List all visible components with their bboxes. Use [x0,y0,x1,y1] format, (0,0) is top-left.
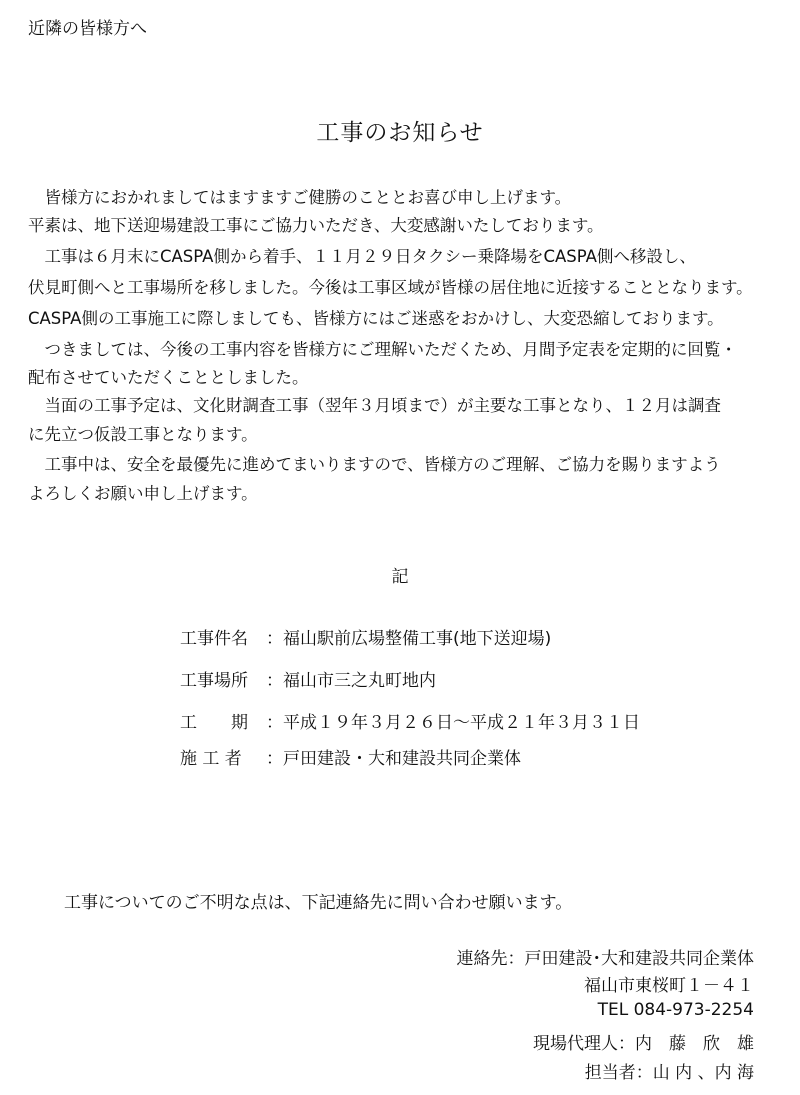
ki-heading: 記 [391,567,409,587]
detail-value: ：戸田建設・大和建設共同企業体 [266,749,521,769]
body-line: 配布させていただくこととしました。 [28,368,309,387]
detail-row-project-name [180,624,551,649]
detail-row-contractor [180,744,521,769]
detail-row-location [180,666,436,691]
body-line: 伏見町側へと工事場所を移しました。今後は工事区域が皆様の居住地に近接することとなります。 [28,278,753,297]
body-line: 工事中は、安全を最優先に進めてまいりますので、皆様方のご理解、ご協力を賜りますよう [28,455,721,474]
contact-phone: TEL 084-973-2254 [597,1000,754,1020]
detail-label: 施 工 者 [180,749,242,769]
detail-label: 工事場所 [180,671,248,691]
detail-value: ：福山駅前広場整備工事(地下送迎場) [266,629,552,649]
addressee: 近隣の皆様方へ [28,19,147,39]
body-line: 当面の工事予定は、文化財調査工事（翌年３月頃まで）が主要な工事となり、１２月は調査 [28,396,721,415]
body-line: つきましては、今後の工事内容を皆様方にご理解いただくため、月間予定表を定期的に回覧・ [28,340,737,359]
detail-label: 工事件名 [180,629,248,649]
body-line: 平素は、地下送迎場建設工事にご協力いただき、大変感謝いたしております。 [28,216,604,235]
body-line: 工事は６月末にCASPA側から着手、１１月２９日タクシー乗降場をCASPA側へ移設し、 [28,247,696,266]
contact-line: 連絡先：戸田建設･大和建設共同企業体 [456,949,754,969]
detail-value: ：福山市三之丸町地内 [266,671,436,691]
body-line: CASPA側の工事施工に際しましても、皆様方にはご迷惑をおかけし、大変恐縮しております。 [28,309,724,328]
contact-site-agent: 現場代理人：内 藤 欣 雄 [533,1034,754,1054]
detail-row-period [180,708,640,733]
contact-address: 福山市東桜町１－４１ [584,976,754,996]
contact-person: 担当者：山 内 、内 海 [584,1063,754,1083]
detail-label: 工 期 [180,713,248,733]
notice-title: 工事のお知らせ [316,120,484,146]
inquiry-note: 工事についてのご不明な点は、下記連絡先に問い合わせ願います。 [64,893,573,913]
detail-value: ：平成１９年３月２６日～平成２１年３月３１日 [266,713,640,733]
body-line: に先立つ仮設工事となります。 [28,425,258,444]
body-line: 皆様方におかれましてはますますご健勝のこととお喜び申し上げます。 [28,188,572,207]
body-line: よろしくお願い申し上げます。 [28,484,258,503]
